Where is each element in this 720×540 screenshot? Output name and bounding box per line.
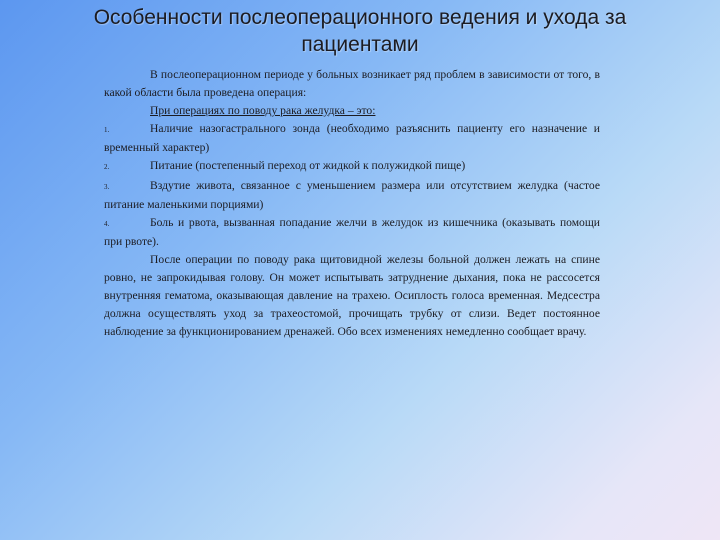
list-item: [104, 214, 600, 251]
slide-body: [104, 66, 600, 341]
list-item: [104, 120, 600, 157]
intro-paragraph: В послеоперационном периоде у больных возникает ряд проблем в зависимости от того, в какой области была проведена операция:: [104, 68, 600, 100]
list-item-number: 3.: [104, 182, 110, 191]
subheading-text: При операциях по поводу рака желудка – это:: [150, 104, 376, 118]
list-item-text: Питание (постепенный переход от жидкой к полужидкой пище): [150, 159, 466, 173]
list-item-text: Боль и рвота, вызванная попадание желчи в желудок из кишечника (оказывать помощи при рвоте).: [104, 215, 600, 248]
list-item-text: Наличие назогастрального зонда (необходимо разъяснить пациенту его назначение и временный характер): [104, 122, 600, 155]
list-item-number: 4.: [104, 219, 110, 228]
subheading: [104, 102, 600, 120]
list-item: [104, 157, 600, 176]
list-item: [104, 177, 600, 214]
slide-title: Особенности послеоперационного ведения и ухода за пациентами: [93, 6, 627, 56]
list-item-number: 1.: [104, 126, 110, 135]
thyroid-paragraph: После операции по поводу рака щитовидной железы больной должен лежать на спине ровно, не запрокидывая голову. Он может испытывать затруднение дыхания, пока не рассосется внутренняя гематома, оказывающая давление на трахею. Осиплость голоса временная. Медсестра должна осуществлять уход за трахеостомой, прочищать трубку от слизи. Ведет постоянное наблюдение за функционированием дренажей. Обо всех изменениях немедленно сообщает врачу.: [104, 252, 600, 339]
list-item-text: Вздутие живота, связанное с уменьшением размера или отсутствием желудка (частое питание маленькими порциями): [104, 178, 600, 211]
list-item-number: 2.: [104, 163, 110, 172]
